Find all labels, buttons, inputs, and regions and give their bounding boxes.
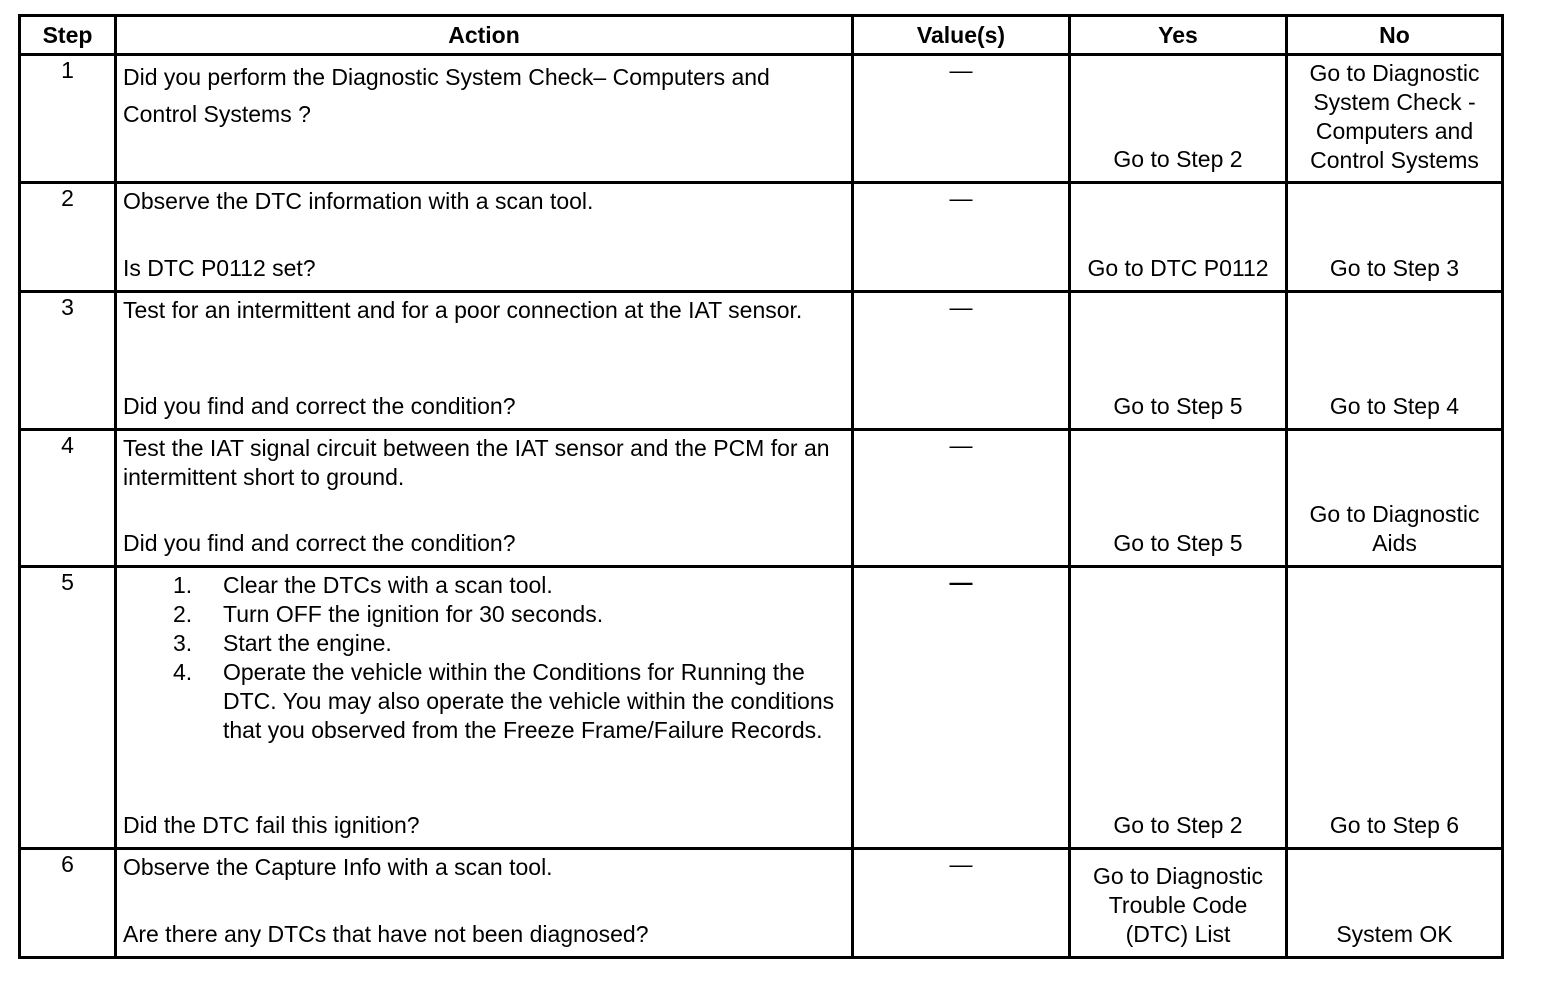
- header-yes: Yes: [1070, 16, 1287, 55]
- yes-text: Go to Step 2: [1113, 812, 1243, 838]
- action-cell: [116, 567, 853, 849]
- action-text: Test for an intermittent and for a poor connection at the IAT sensor.: [123, 297, 803, 323]
- action-text: Observe the Capture Info with a scan tool.: [123, 854, 553, 880]
- value-cell: —: [853, 55, 1070, 183]
- action-question: Is DTC P0112 set?: [123, 255, 316, 281]
- header-row: [20, 16, 1503, 55]
- yes-text: Go to Step 2: [1113, 146, 1243, 172]
- header-value: Value(s): [853, 16, 1070, 55]
- action-question: Are there any DTCs that have not been diagnosed?: [123, 921, 649, 947]
- yes-cell: [1070, 430, 1287, 567]
- step-number: 2: [20, 183, 116, 292]
- action-steps-list: [123, 571, 845, 745]
- table-row: [20, 849, 1503, 958]
- list-item-text: Turn OFF the ignition for 30 seconds.: [223, 601, 604, 627]
- list-item: [173, 571, 845, 600]
- action-text: Test the IAT signal circuit between the IAT sensor and the PCM for an intermittent short to ground.: [123, 435, 830, 490]
- yes-cell: [1070, 292, 1287, 430]
- step-number: 3: [20, 292, 116, 430]
- action-text: Did you perform the Diagnostic System Check– Computers and Control Systems ?: [123, 64, 770, 127]
- yes-text: Go to Step 5: [1113, 393, 1243, 419]
- action-cell: [116, 849, 853, 958]
- value-cell: —: [853, 292, 1070, 430]
- no-cell: [1287, 55, 1503, 183]
- no-cell: [1287, 849, 1503, 958]
- yes-text: Go to Diagnostic Trouble Code (DTC) List: [1092, 863, 1264, 947]
- list-item: [173, 658, 845, 745]
- header-step: Step: [20, 16, 116, 55]
- list-item-number: 2.: [173, 601, 193, 627]
- no-cell: [1287, 292, 1503, 430]
- list-item-text: Operate the vehicle within the Conditions for Running the DTC. You may also operate the vehicle within the conditions that you observed from the Freeze Frame/Failure Records.: [223, 659, 835, 743]
- list-item-number: 1.: [173, 572, 193, 598]
- yes-cell: [1070, 567, 1287, 849]
- table-row: [20, 430, 1503, 567]
- no-text: Go to Diagnostic Aids: [1309, 501, 1480, 556]
- table-row: [20, 55, 1503, 183]
- no-cell: [1287, 430, 1503, 567]
- no-text: Go to Step 4: [1329, 393, 1460, 419]
- yes-cell: [1070, 849, 1287, 958]
- action-text: Observe the DTC information with a scan tool.: [123, 188, 594, 214]
- header-action: Action: [116, 16, 853, 55]
- table-row: [20, 567, 1503, 849]
- list-item-number: 3.: [173, 630, 193, 656]
- yes-cell: [1070, 55, 1287, 183]
- action-question: Did the DTC fail this ignition?: [123, 812, 420, 838]
- step-number: 6: [20, 849, 116, 958]
- no-text: Go to Diagnostic System Check - Computers and Control Systems: [1309, 60, 1480, 173]
- table-row: [20, 292, 1503, 430]
- list-item-number: 4.: [173, 659, 193, 685]
- list-item: [173, 600, 845, 629]
- no-text: System OK: [1336, 921, 1453, 947]
- value-cell: —: [853, 849, 1070, 958]
- list-item: [173, 629, 845, 658]
- action-cell: [116, 55, 853, 183]
- header-no: No: [1287, 16, 1503, 55]
- value-cell: —: [853, 430, 1070, 567]
- step-number: 1: [20, 55, 116, 183]
- value-cell: —: [853, 567, 1070, 849]
- no-cell: [1287, 567, 1503, 849]
- yes-cell: [1070, 183, 1287, 292]
- value-cell: —: [853, 183, 1070, 292]
- table-row: [20, 183, 1503, 292]
- action-cell: [116, 430, 853, 567]
- action-cell: [116, 183, 853, 292]
- action-question: Did you find and correct the condition?: [123, 393, 516, 419]
- diagnostic-table: [18, 14, 1504, 959]
- action-cell: [116, 292, 853, 430]
- no-text: Go to Step 3: [1329, 255, 1460, 281]
- list-item-text: Clear the DTCs with a scan tool.: [223, 572, 553, 598]
- list-item-text: Start the engine.: [223, 630, 392, 656]
- no-cell: [1287, 183, 1503, 292]
- step-number: 4: [20, 430, 116, 567]
- step-number: 5: [20, 567, 116, 849]
- no-text: Go to Step 6: [1329, 812, 1460, 838]
- yes-text: Go to DTC P0112: [1087, 255, 1269, 281]
- yes-text: Go to Step 5: [1113, 530, 1243, 556]
- action-question: Did you find and correct the condition?: [123, 530, 516, 556]
